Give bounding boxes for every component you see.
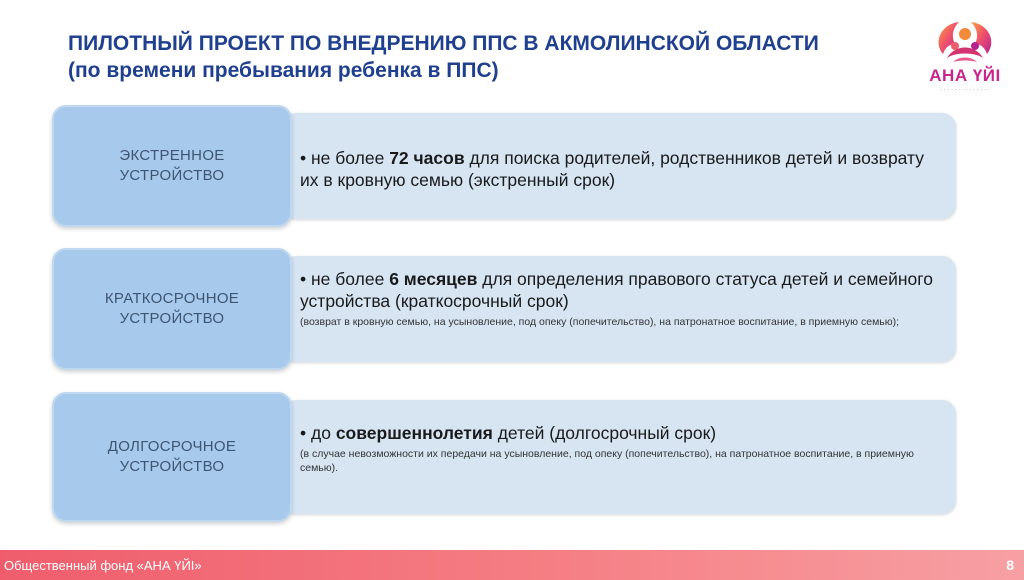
category-label-line-1: КРАТКОСРОЧНОЕ <box>104 290 240 307</box>
description-text <box>300 422 940 444</box>
text-post: для определения правового статуса детей и семейного устройства (краткосрочный срок) <box>300 269 934 311</box>
row-long-term <box>52 392 956 522</box>
category-label-line-1: ЭКСТРЕННОЕ <box>119 147 225 164</box>
category-box-long-term <box>52 392 292 522</box>
title-line-2: (по времени пребывания ребенка в ППС) <box>68 59 499 82</box>
category-label-line-2: УСТРОЙСТВО <box>119 310 225 327</box>
text-post: детей (долгосрочный срок) <box>492 423 717 443</box>
bullet: • <box>300 148 307 168</box>
description-note: (возврат в кровную семью, на усыновление, под опеку (попечительство), на патронатное воспитание, в приемную семью); <box>300 316 900 328</box>
text-pre: не более <box>311 269 390 289</box>
bullet: • <box>300 423 307 443</box>
category-label <box>105 289 239 329</box>
category-box-emergency <box>52 105 292 227</box>
text-bold: 72 часов <box>389 148 465 168</box>
category-label <box>119 146 224 186</box>
description-note: (в случае невозможности их передачи на усыновление, под опеку (попечительство), на патронатное воспитание, в приемную семью). <box>300 448 914 474</box>
description-text <box>300 268 940 312</box>
logo-text: АНА ҮЙІ <box>929 66 1001 85</box>
text-bold: 6 месяцев <box>389 269 478 289</box>
description-content <box>300 268 940 329</box>
row-emergency <box>52 105 956 227</box>
text-pre: не более <box>311 148 390 168</box>
description-content <box>300 147 940 191</box>
text-bold: совершеннолетия <box>335 423 493 443</box>
description-content <box>300 422 940 475</box>
category-label-line-2: УСТРОЙСТВО <box>119 458 225 475</box>
text-pre: до <box>311 423 336 443</box>
page-number: 8 <box>1006 557 1014 573</box>
category-label-line-2: УСТРОЙСТВО <box>119 167 225 184</box>
description-text <box>300 147 940 191</box>
bullet: • <box>300 269 307 289</box>
category-box-short-term <box>52 248 292 370</box>
category-label-line-1: ДОЛГОСРОЧНОЕ <box>107 438 237 455</box>
footer-organization: Общественный фонд «АНА ҮЙІ» <box>4 558 202 573</box>
category-label <box>108 437 236 477</box>
family-logo-icon <box>925 14 1005 70</box>
title-line-1: ПИЛОТНЫЙ ПРОЕКТ ПО ВНЕДРЕНИЮ ППС В АКМОЛИНСКОЙ ОБЛАСТИ <box>68 32 819 55</box>
logo-subtext-decoration: · · · · · · · · · · · · · · <box>940 87 990 93</box>
footer-bar <box>0 550 1024 580</box>
row-short-term <box>52 248 956 370</box>
slide-title <box>68 30 888 84</box>
text-post: для поиска родителей, родственников детей и возврату их в кровную семью (экстренный срок) <box>300 148 924 190</box>
logo <box>925 14 1005 104</box>
